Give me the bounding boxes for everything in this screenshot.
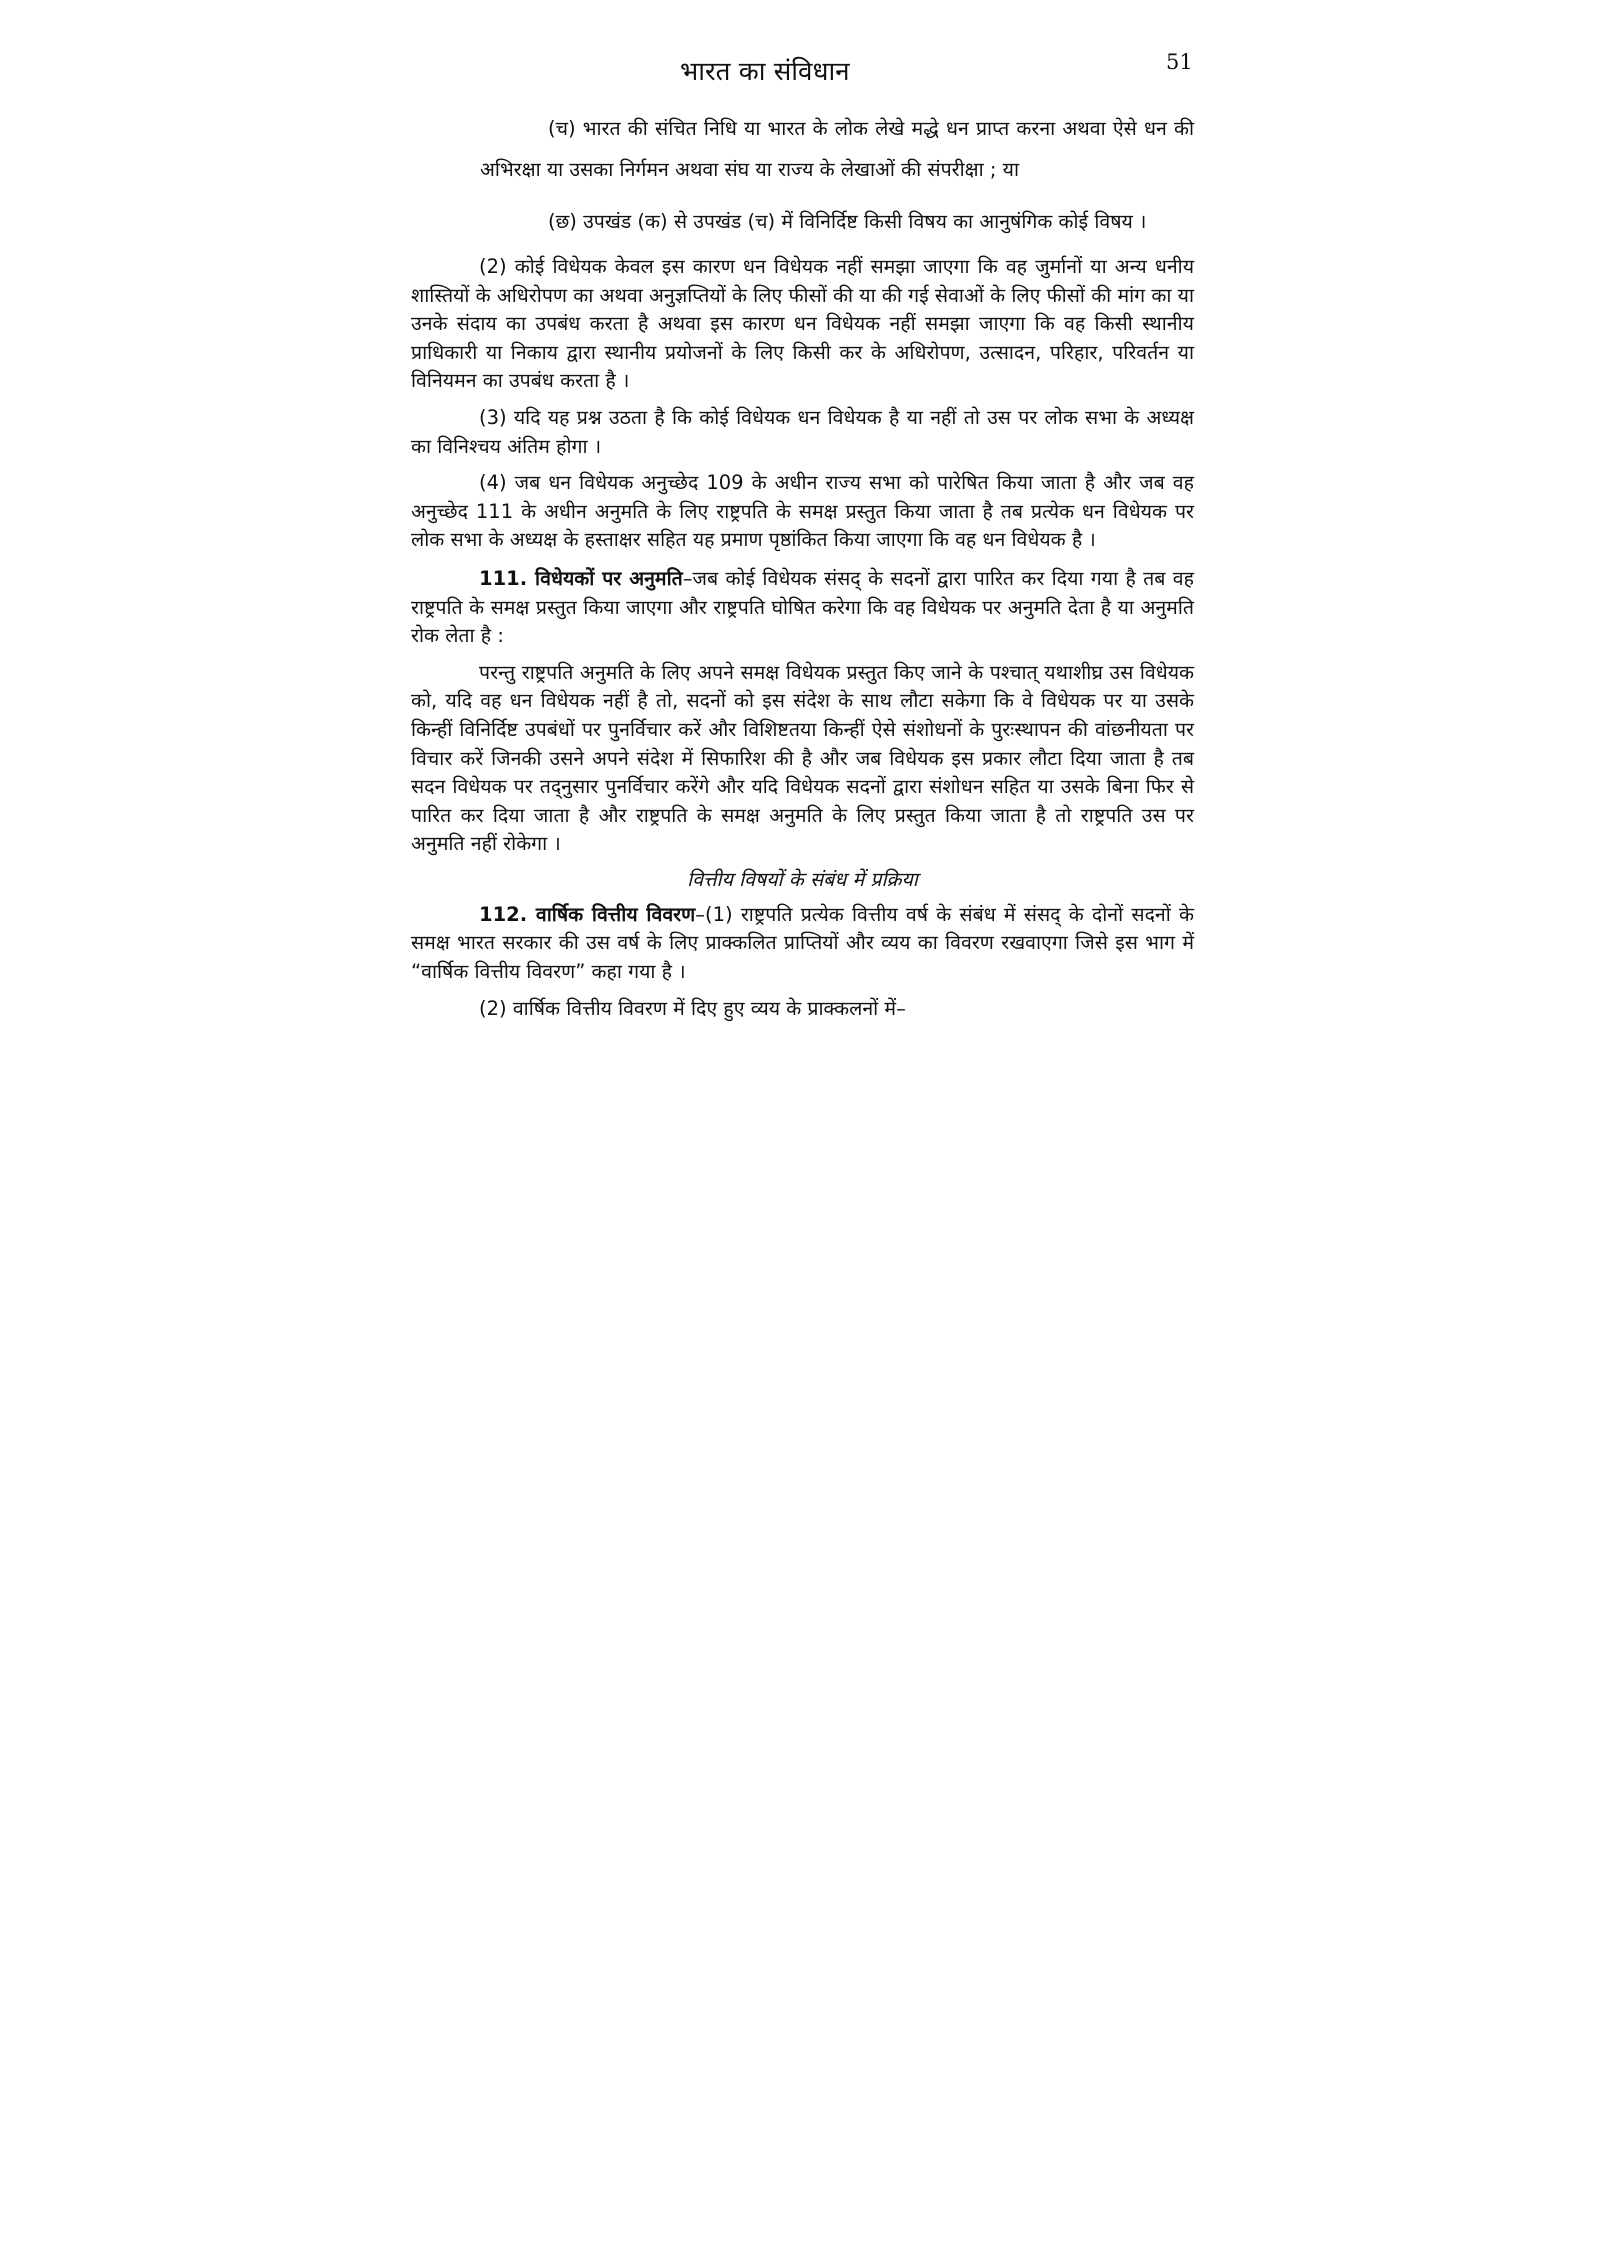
subclause-chh: (छ) उपखंड (क) से उपखंड (च) में विनिर्दिष्ट किसी विषय का आनुषंगिक कोई विषय ।	[548, 210, 1147, 233]
running-title: भारत का संविधान	[680, 57, 850, 87]
page-header	[0, 52, 1600, 92]
page-number: 51	[1166, 50, 1193, 74]
article-111-proviso: परन्तु राष्ट्रपति अनुमति के लिए अपने समक्ष विधेयक प्रस्तुत किए जाने के पश्चात् यथाशीघ्र उस विधेयक को, यदि वह धन विधेयक नहीं है तो, सदनों को इस संदेश के साथ लौटा सकेगा कि वे विधेयक पर या उसके किन्हीं विनिर्दिष्ट उपबंधों पर पुनर्विचार करें और विशिष्टतया किन्हीं ऐसे संशोधनों के पुरःस्थापन की वांछनीयता पर विचार करें जिनकी उसने अपने संदेश में सिफारिश की है और जब विधेयक इस प्रकार लौटा दिया जाता है तब सदन विधेयक पर तद्नुसार पुनर्विचार करेंगे और यदि विधेयक सदनों द्वारा संशोधन सहित या उसके बिना फिर से पारित कर दिया जाता है और राष्ट्रपति के समक्ष अनुमति के लिए प्रस्तुत किया जाता है तो राष्ट्रपति उस पर अनुमति नहीं रोकेगा ।	[411, 660, 1194, 856]
article-112-clause-2: (2) वार्षिक वित्तीय विवरण में दिए हुए व्यय के प्राक्कलनों में–	[479, 996, 906, 1020]
article-112	[411, 901, 1194, 987]
article-111-heading: 111. विधेयकों पर अनुमति	[479, 566, 683, 590]
article-111	[411, 565, 1194, 651]
body-text	[411, 108, 1194, 1023]
article-112-heading: 112. वार्षिक वित्तीय विवरण	[479, 902, 696, 926]
clause-2: (2) कोई विधेयक केवल इस कारण धन विधेयक नहीं समझा जाएगा कि वह जुर्मानों या अन्य धनीय शास्तियों के अधिरोपण का अथवा अनुज्ञप्तियों के लिए फीसों की या की गई सेवाओं के लिए फीसों की मांग का या उनके संदाय का उपबंध करता है अथवा इस कारण धन विधेयक नहीं समझा जाएगा कि वह किसी स्थानीय प्राधिकारी या निकाय द्वारा स्थानीय प्रयोजनों के लिए किसी कर के अधिरोपण, उत्सादन, परिहार, परिवर्तन या विनियमन का उपबंध करता है ।	[411, 255, 1194, 393]
subclause-ch: (च) भारत की संचित निधि या भारत के लोक लेखे मद्धे धन प्राप्त करना अथवा ऐसे धन की अभिरक्षा या उसका निर्गमन अथवा संघ या राज्य के लेखाओं की संपरीक्षा ; या	[480, 117, 1194, 181]
section-heading: वित्तीय विषयों के संबंध में प्रक्रिया	[687, 867, 918, 891]
clause-4: (4) जब धन विधेयक अनुच्छेद 109 के अधीन राज्य सभा को पारेषित किया जाता है और जब वह अनुच्छेद 111 के अधीन अनुमति के लिए राष्ट्रपति के समक्ष प्रस्तुत किया जाता है तब प्रत्येक धन विधेयक पर लोक सभा के अध्यक्ष के हस्ताक्षर सहित यह प्रमाण पृष्ठांकित किया जाएगा कि वह धन विधेयक है ।	[411, 471, 1194, 552]
article-111-text: –जब कोई विधेयक संसद् के सदनों द्वारा पारित कर दिया गया है तब वह राष्ट्रपति के समक्ष प्रस्तुत किया जाएगा और राष्ट्रपति घोषित करेगा कि वह विधेयक पर अनुमति देता है या अनुमति रोक लेता है :	[411, 566, 1194, 648]
article-112-text: –(1) राष्ट्रपति प्रत्येक वित्तीय वर्ष के संबंध में संसद् के दोनों सदनों के समक्ष भारत सरकार की उस वर्ष के लिए प्राक्कलित प्राप्तियों और व्यय का विवरण रखवाएगा जिसे इस भाग में “वार्षिक वित्तीय विवरण” कहा गया है ।	[411, 902, 1194, 984]
clause-3: (3) यदि यह प्रश्न उठता है कि कोई विधेयक धन विधेयक है या नहीं तो उस पर लोक सभा के अध्यक्ष का विनिश्चय अंतिम होगा ।	[411, 405, 1194, 458]
